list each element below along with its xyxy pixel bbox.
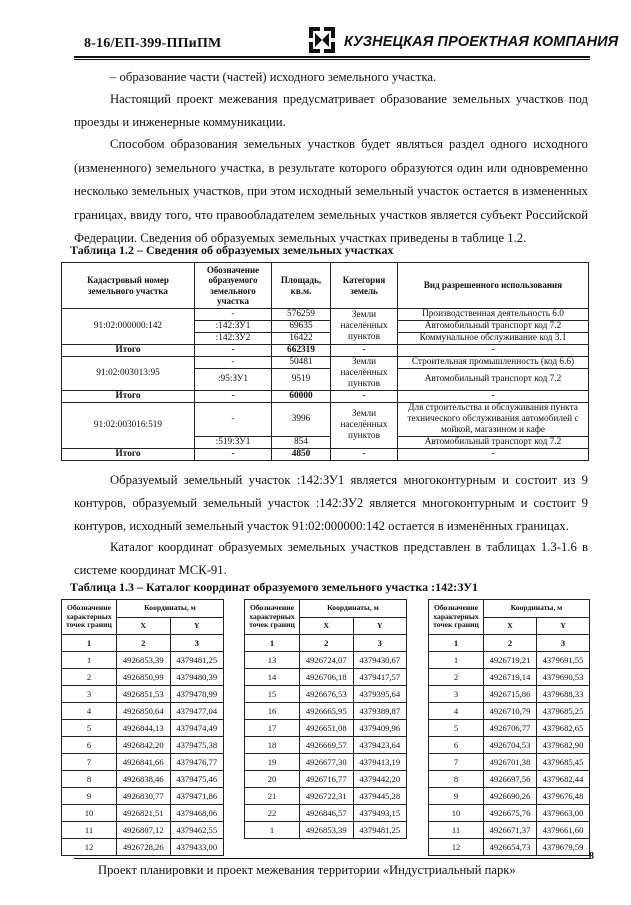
cell-x: 4926706,77 xyxy=(484,720,537,737)
total-label: Итого xyxy=(62,391,195,403)
cell-x: 4926701,38 xyxy=(484,754,537,771)
total-category: - xyxy=(331,449,398,461)
table-row xyxy=(245,720,407,737)
th-designation: Обозначение образуемого земельного участка xyxy=(195,263,272,309)
table-row xyxy=(245,686,407,703)
cell-point: 12 xyxy=(429,839,484,856)
th-area: Площадь, кв.м. xyxy=(272,263,331,309)
cell-point: 4 xyxy=(429,703,484,720)
table-row xyxy=(245,737,407,754)
cell-usage: Для строительства и обслуживания пункта технического обслуживания автомобилей с мойкой, магазином и кафе xyxy=(398,403,589,437)
table-row xyxy=(429,771,590,788)
cell-x: 4926728,26 xyxy=(117,839,171,856)
cell-point: 7 xyxy=(429,754,484,771)
cell-y: 4379475,38 xyxy=(170,737,224,754)
coord-table-1 xyxy=(61,599,224,856)
table-row xyxy=(62,669,224,686)
cell-category: Земли населённых пунктов xyxy=(331,403,398,449)
page-number: 8 xyxy=(589,851,594,862)
cell-point: 9 xyxy=(62,788,117,805)
cell-point: 22 xyxy=(245,805,300,822)
col-num: 2 xyxy=(484,635,537,652)
cell-y: 4379413,19 xyxy=(353,754,407,771)
table-row xyxy=(429,839,590,856)
cell-point: 3 xyxy=(429,686,484,703)
table-row xyxy=(62,822,224,839)
th-x: X xyxy=(300,617,354,635)
cell-y: 4379468,06 xyxy=(170,805,224,822)
cell-point: 17 xyxy=(245,720,300,737)
cell-point: 19 xyxy=(245,754,300,771)
cell-y: 4379682,65 xyxy=(537,720,590,737)
th-category: Категория земель xyxy=(331,263,398,309)
cell-point: 20 xyxy=(245,771,300,788)
cell-y: 4379471,86 xyxy=(170,788,224,805)
cell-y: 4379417,57 xyxy=(353,669,407,686)
table-row xyxy=(429,720,590,737)
cell-x: 4926846,57 xyxy=(300,805,354,822)
cell-category: Земли населённых пунктов xyxy=(331,357,398,391)
cell-y: 4379661,60 xyxy=(537,822,590,839)
cadastral-number: 91:02:003016:519 xyxy=(62,403,195,449)
cell-y: 4379676,48 xyxy=(537,788,590,805)
cell-x: 4926844,13 xyxy=(117,720,171,737)
table-row xyxy=(429,669,590,686)
cell-x: 4926830,77 xyxy=(117,788,171,805)
th-coords: Координаты, м xyxy=(117,600,224,618)
table-row xyxy=(62,720,224,737)
cell-x: 4926690,26 xyxy=(484,788,537,805)
col-num: 3 xyxy=(353,635,407,652)
th-x: X xyxy=(484,617,537,635)
table-row xyxy=(62,686,224,703)
table-row xyxy=(245,652,407,669)
paragraph-3: Способом образования земельных участков будет являться раздел одного исходного (измененного) земельного участка, в результате которого образуются один или одновременно несколько земельных участков, при этом исходный земельный участок остается в измененных границах, ввиду того, что правообладателем земельных участков является субъект Российской Федерации. Сведения об образуемых земельных участках приведены в таблице 1.2. xyxy=(74,137,588,245)
cell-x: 4926651,08 xyxy=(300,720,354,737)
th-x: X xyxy=(117,617,171,635)
total-usage: - xyxy=(398,391,589,403)
cell-y: 4379688,33 xyxy=(537,686,590,703)
cell-y: 4379477,04 xyxy=(170,703,224,720)
table-row xyxy=(245,788,407,805)
total-area: 60000 xyxy=(272,391,331,403)
cell-x: 4926710,79 xyxy=(484,703,537,720)
cell-y: 4379682,90 xyxy=(537,737,590,754)
paragraph-1: – образование части (частей) исходного земельного участка. xyxy=(110,70,437,84)
total-row xyxy=(62,391,589,403)
total-row xyxy=(62,345,589,357)
cell-y: 4379445,28 xyxy=(353,788,407,805)
cell-point: 1 xyxy=(62,652,117,669)
total-area: 4850 xyxy=(272,449,331,461)
th-y: Y xyxy=(353,617,407,635)
table-row xyxy=(62,403,589,437)
cell-x: 4926669,57 xyxy=(300,737,354,754)
cell-designation: - xyxy=(195,403,272,437)
footer-text: Проект планировки и проект межевания территории «Индустриальный парк» xyxy=(98,863,516,877)
cell-y: 4379395,64 xyxy=(353,686,407,703)
cell-usage: Автомобильный транспорт код 7.2 xyxy=(398,437,589,449)
cadastral-number: 91:02:003013:95 xyxy=(62,357,195,391)
table-row xyxy=(62,805,224,822)
total-designation: - xyxy=(195,391,272,403)
cell-y: 4379691,55 xyxy=(537,652,590,669)
table-row xyxy=(62,357,589,369)
col-num: 1 xyxy=(62,635,117,652)
cell-designation: :519:ЗУ1 xyxy=(195,437,272,449)
cell-x: 4926842,20 xyxy=(117,737,171,754)
paragraph-2: Настоящий проект межевания предусматривает образование земельных участков под проезды и инженерные коммуникации. xyxy=(74,92,588,129)
cell-point: 10 xyxy=(429,805,484,822)
table-row xyxy=(429,703,590,720)
cell-point: 10 xyxy=(62,805,117,822)
cell-point: 21 xyxy=(245,788,300,805)
paragraph-5: Каталог координат образуемых земельных участков представлен в таблицах 1.3-1.6 в системе координат МСК-91. xyxy=(74,540,588,577)
cell-y: 4379389,87 xyxy=(353,703,407,720)
cell-usage: Строительная промышленность (код 6.6) xyxy=(398,357,589,369)
cell-y: 4379685,45 xyxy=(537,754,590,771)
cell-y: 4379679,59 xyxy=(537,839,590,856)
th-point: Обозначение характерных точек границ xyxy=(62,600,117,635)
cell-designation: :142:ЗУ2 xyxy=(195,333,272,345)
cell-point: 7 xyxy=(62,754,117,771)
cell-point: 18 xyxy=(245,737,300,754)
cell-point: 8 xyxy=(429,771,484,788)
cell-area: 69635 xyxy=(272,321,331,333)
cell-y: 4379478,99 xyxy=(170,686,224,703)
table-row xyxy=(429,805,590,822)
cell-x: 4926719,21 xyxy=(484,652,537,669)
table-row xyxy=(429,822,590,839)
cell-x: 4926706,18 xyxy=(300,669,354,686)
cell-y: 4379690,53 xyxy=(537,669,590,686)
col-num: 3 xyxy=(170,635,224,652)
cell-point: 4 xyxy=(62,703,117,720)
col-num: 1 xyxy=(429,635,484,652)
cell-point: 2 xyxy=(62,669,117,686)
cell-point: 11 xyxy=(62,822,117,839)
cell-area: 3996 xyxy=(272,403,331,437)
cell-area: 50481 xyxy=(272,357,331,369)
table-1-2-caption: Таблица 1.2 – Сведения об образуемых земельных участках xyxy=(70,243,394,257)
table-row xyxy=(62,754,224,771)
cell-x: 4926851,53 xyxy=(117,686,171,703)
footer-rule xyxy=(74,858,590,859)
table-row xyxy=(62,652,224,669)
total-category: - xyxy=(331,391,398,403)
table-row xyxy=(429,686,590,703)
cell-y: 4379409,96 xyxy=(353,720,407,737)
cell-point: 14 xyxy=(245,669,300,686)
th-y: Y xyxy=(537,617,590,635)
table-row xyxy=(429,652,590,669)
cell-usage: Автомобильный транспорт код 7.2 xyxy=(398,369,589,391)
kpk-logo-icon xyxy=(309,27,335,53)
cell-area: 854 xyxy=(272,437,331,449)
cell-designation: - xyxy=(195,309,272,321)
cell-area: 576259 xyxy=(272,309,331,321)
th-point: Обозначение характерных точек границ xyxy=(245,600,300,635)
col-num: 2 xyxy=(117,635,171,652)
cell-x: 4926677,30 xyxy=(300,754,354,771)
cell-y: 4379475,46 xyxy=(170,771,224,788)
cell-x: 4926850,99 xyxy=(117,669,171,686)
cell-designation: - xyxy=(195,357,272,369)
col-num: 3 xyxy=(537,635,590,652)
table-row xyxy=(62,788,224,805)
table-1-2 xyxy=(61,262,589,461)
cell-x: 4926838,46 xyxy=(117,771,171,788)
th-coords: Координаты, м xyxy=(484,600,590,618)
table-1-3-caption: Таблица 1.3 – Каталог координат образуемого земельного участка :142:ЗУ1 xyxy=(70,580,478,594)
total-label: Итого xyxy=(62,345,195,357)
cell-category: Земли населённых пунктов xyxy=(331,309,398,345)
table-row xyxy=(62,737,224,754)
cell-point: 8 xyxy=(62,771,117,788)
cell-y: 4379476,77 xyxy=(170,754,224,771)
header-rule-thin xyxy=(74,59,590,60)
coord-table-3 xyxy=(428,599,590,856)
cell-y: 4379462,55 xyxy=(170,822,224,839)
paragraph-4: Образуемый земельный участок :142:ЗУ1 является многоконтурным и состоит из 9 контуров, образуемый земельный участок :142:ЗУ2 является многоконтурным и состоит 9 контуров, исходный земельный участок 91:02:000000:142 остается в изменённых границах. xyxy=(74,473,588,533)
cadastral-number: 91:02:000000:142 xyxy=(62,309,195,345)
table-row xyxy=(62,771,224,788)
cell-designation: :95:ЗУ1 xyxy=(195,369,272,391)
document-code: 8-16/ЕП-399-ППиПМ xyxy=(84,36,222,51)
cell-y: 4379442,20 xyxy=(353,771,407,788)
cell-y: 4379493,15 xyxy=(353,805,407,822)
cell-y: 4379481,25 xyxy=(353,822,407,839)
th-usage: Вид разрешенного использования xyxy=(398,263,589,309)
cell-point: 1 xyxy=(429,652,484,669)
table-row xyxy=(62,309,589,321)
cell-x: 4926675,76 xyxy=(484,805,537,822)
cell-y: 4379433,00 xyxy=(170,839,224,856)
table-row xyxy=(245,805,407,822)
total-label: Итого xyxy=(62,449,195,461)
th-coords: Координаты, м xyxy=(300,600,407,618)
cell-y: 4379430,67 xyxy=(353,652,407,669)
header-rule xyxy=(74,56,590,58)
cell-point: 1 xyxy=(245,822,300,839)
cell-designation: :142:ЗУ1 xyxy=(195,321,272,333)
total-category: - xyxy=(331,345,398,357)
table-row xyxy=(62,839,224,856)
cell-y: 4379481,25 xyxy=(170,652,224,669)
cell-point: 5 xyxy=(429,720,484,737)
cell-point: 13 xyxy=(245,652,300,669)
cell-y: 4379685,25 xyxy=(537,703,590,720)
company-name: КУЗНЕЦКАЯ ПРОЕКТНАЯ КОМПАНИЯ xyxy=(344,34,619,50)
table-row xyxy=(245,771,407,788)
cell-x: 4926853,39 xyxy=(117,652,171,669)
cell-x: 4926716,77 xyxy=(300,771,354,788)
cell-point: 2 xyxy=(429,669,484,686)
th-point: Обозначение характерных точек границ xyxy=(429,600,484,635)
table-row xyxy=(62,703,224,720)
table-row xyxy=(245,703,407,720)
cell-usage: Коммунальное обслуживание код 3.1 xyxy=(398,333,589,345)
cell-x: 4926676,53 xyxy=(300,686,354,703)
cell-point: 16 xyxy=(245,703,300,720)
cell-point: 15 xyxy=(245,686,300,703)
total-usage: - xyxy=(398,449,589,461)
cell-point: 11 xyxy=(429,822,484,839)
total-row xyxy=(62,449,589,461)
cell-x: 4926821,51 xyxy=(117,805,171,822)
cell-point: 6 xyxy=(429,737,484,754)
cell-area: 9519 xyxy=(272,369,331,391)
table-row xyxy=(429,754,590,771)
th-y: Y xyxy=(170,617,224,635)
col-num: 1 xyxy=(245,635,300,652)
cell-y: 4379423,64 xyxy=(353,737,407,754)
cell-x: 4926724,07 xyxy=(300,652,354,669)
th-cadastral: Кадастровый номер земельного участка xyxy=(62,263,195,309)
cell-x: 4926853,39 xyxy=(300,822,354,839)
cell-point: 5 xyxy=(62,720,117,737)
cell-x: 4926850,64 xyxy=(117,703,171,720)
col-num: 2 xyxy=(300,635,354,652)
cell-point: 9 xyxy=(429,788,484,805)
cell-x: 4926665,95 xyxy=(300,703,354,720)
cell-y: 4379663,00 xyxy=(537,805,590,822)
cell-x: 4926671,37 xyxy=(484,822,537,839)
total-designation: - xyxy=(195,345,272,357)
cell-x: 4926807,12 xyxy=(117,822,171,839)
cell-point: 3 xyxy=(62,686,117,703)
total-usage: - xyxy=(398,345,589,357)
total-designation: - xyxy=(195,449,272,461)
cell-usage: Автомобильный транспорт код 7.2 xyxy=(398,321,589,333)
table-row xyxy=(429,737,590,754)
cell-area: 16422 xyxy=(272,333,331,345)
table-row xyxy=(245,822,407,839)
cell-x: 4926841,66 xyxy=(117,754,171,771)
cell-y: 4379480,39 xyxy=(170,669,224,686)
cell-x: 4926654,73 xyxy=(484,839,537,856)
table-row xyxy=(245,669,407,686)
cell-x: 4926697,56 xyxy=(484,771,537,788)
cell-y: 4379474,49 xyxy=(170,720,224,737)
cell-point: 6 xyxy=(62,737,117,754)
coord-table-2 xyxy=(244,599,407,839)
total-area: 662319 xyxy=(272,345,331,357)
cell-x: 4926704,53 xyxy=(484,737,537,754)
cell-x: 4926722,31 xyxy=(300,788,354,805)
cell-y: 4379682,44 xyxy=(537,771,590,788)
table-row xyxy=(429,788,590,805)
cell-point: 12 xyxy=(62,839,117,856)
cell-usage: Производственная деятельность 6.0 xyxy=(398,309,589,321)
table-row xyxy=(245,754,407,771)
cell-x: 4926719,14 xyxy=(484,669,537,686)
cell-x: 4926715,86 xyxy=(484,686,537,703)
